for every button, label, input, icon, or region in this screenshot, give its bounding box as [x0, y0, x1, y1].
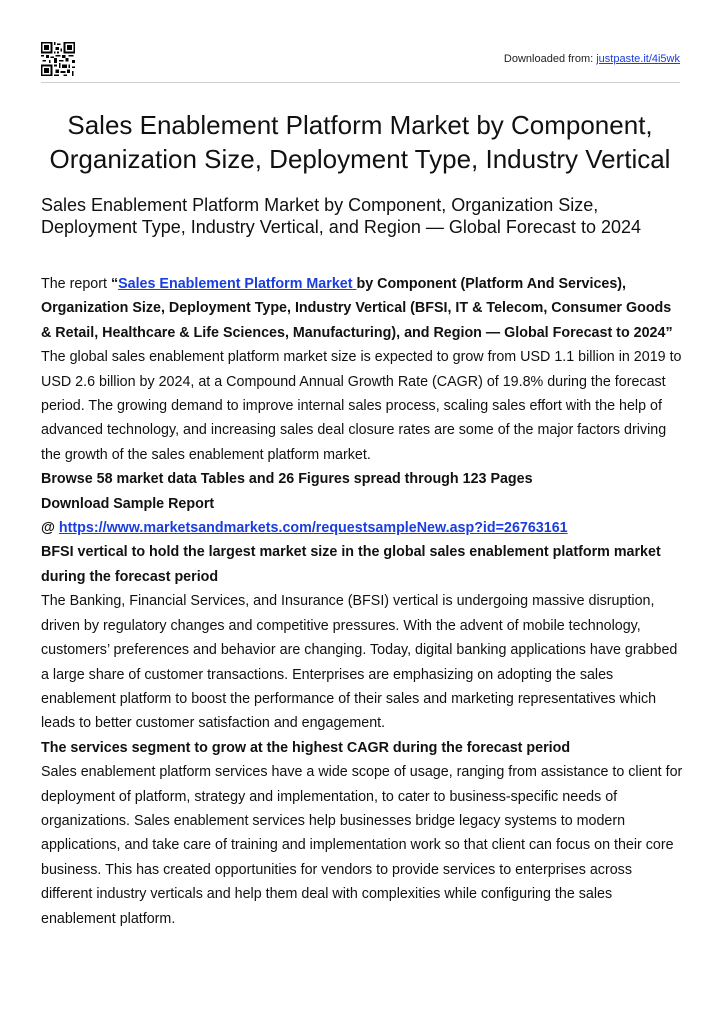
- section-services-body: Sales enablement platform services have a wide scope of usage, ranging from assistance to client for deployment of platform, strategy and implementation, to cater to business-specific needs of organizations. Sales enablement services help businesses bridge legacy systems to modern applications, and take care of training and implementation work so that client can focus on their core business. This has created opportunities for vendors to provide services to enterprises across different industry verticals and help them deal with complexities while configuring the sales enablement platform.: [41, 764, 683, 927]
- page-subtitle: Sales Enablement Platform Market by Component, Organization Size, Deployment Type, Industry Vertical, and Region — Global Forecast to 2024: [41, 195, 641, 237]
- downloaded-from-label: Downloaded from:: [503, 53, 597, 65]
- intro-body: The global sales enablement platform market size is expected to grow from USD 1.1 billion in 2019 to USD 2.6 billion by 2024, at a Compound Annual Growth Rate (CAGR) of 19.8% during the forecast period. The growing demand to improve internal sales process, scaling sales effort with the help of advanced technology, and increasing sales deal closure rates are some of the major factors driving the growth of the sales enablement platform market.: [41, 349, 682, 463]
- download-at-sign: @: [41, 520, 59, 537]
- report-full-title: by Component (Platform And Services), Organization Size, Deployment Type, Industry Vertical (BFSI, IT & Telecom, Consumer Goods & Retail, Healthcare & Life Sciences, Manufacturing), and Region — Global Forecast to 2024”: [41, 276, 673, 341]
- download-sample-link[interactable]: https://www.marketsandmarkets.com/requestsampleNew.asp?id=26763161: [58, 520, 568, 537]
- report-link[interactable]: Sales Enablement Platform Market: [118, 276, 357, 292]
- download-header: [41, 42, 680, 83]
- section-services-heading: The services segment to grow at the highest CAGR during the forecast period: [41, 739, 571, 756]
- qr-code-icon: [41, 42, 75, 76]
- downloaded-from-line: [504, 53, 680, 65]
- section-bfsi-heading: BFSI vertical to hold the largest market size in the global sales enablement platform market during the forecast period: [41, 544, 661, 585]
- intro-open-quote: “: [110, 276, 119, 292]
- intro-paragraph: [41, 272, 685, 467]
- page-title: Sales Enablement Platform Market by Component, Organization Size, Deployment Type, Industry Vertical: [49, 110, 671, 174]
- download-url-line: [41, 516, 685, 540]
- intro-lead: The report: [41, 276, 111, 292]
- article-body: [41, 272, 685, 931]
- download-sample-label: Download Sample Report: [41, 495, 215, 512]
- source-link[interactable]: justpaste.it/4i5wk: [596, 53, 680, 65]
- section-bfsi-body: The Banking, Financial Services, and Insurance (BFSI) vertical is undergoing massive disruption, driven by regulatory changes and competitive pressures. With the advent of mobile technology, customers’ preferences and behavior are changing. Today, digital banking applications have grabbed a large share of customer transactions. Enterprises are emphasizing on adopting the sales enablement platform to boost the performance of their sales and marketing representatives which leads to better customer satisfaction and engagement.: [41, 593, 678, 732]
- browse-line: Browse 58 market data Tables and 26 Figures spread through 123 Pages: [41, 471, 533, 488]
